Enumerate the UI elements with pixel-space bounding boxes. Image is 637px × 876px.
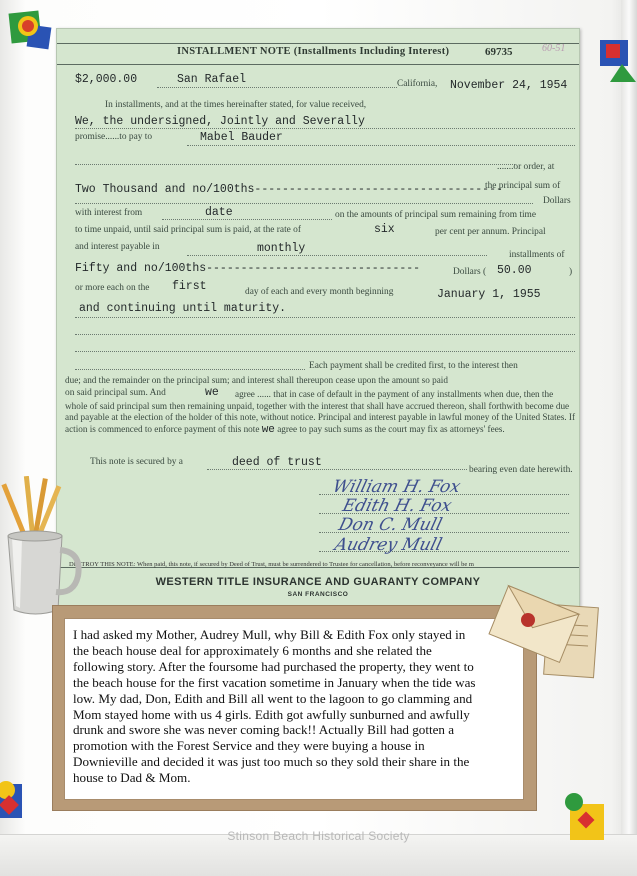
story-line: promotion with the Forest Service and they were buying a house in <box>73 738 425 754</box>
story-line: house to Dad & Mom. <box>73 770 191 786</box>
story-line: I had asked my Mother, Audrey Mull, why Bill & Edith Fox only stayed in <box>73 627 466 642</box>
square-circle-sticker-icon <box>8 8 54 52</box>
or-order-label: .......or order, at <box>497 162 555 172</box>
wax-seal-icon <box>521 613 535 627</box>
state-label: California, <box>397 79 438 89</box>
rate-prefix: to time unpaid, until said principal sum is paid, at the rate of <box>75 225 301 235</box>
payee-name: Mabel Bauder <box>200 131 283 144</box>
note-amount: $2,000.00 <box>75 73 138 86</box>
credit-clause: Each payment shall be credited first, to the interest then <box>309 361 518 371</box>
payable-label: and interest payable in <box>75 242 160 252</box>
day-tail: day of each and every month beginning <box>245 287 394 297</box>
story-line: low. My dad, Don, Edith and Bill all went to the lagoon to go clamming and <box>73 690 473 706</box>
principal-label: the principal sum of <box>485 181 561 191</box>
rate-value: six <box>374 223 395 236</box>
default-clause: agree ...... that in case of default in the payment of any installments when due, then the whole of said principal sum then remaining unpaid, together with the interest that shall have accrued thereon, shall forthwith become due and payable at the election of the holder of this note, without notice. Principal and interest payable in lawful money of the United States. If action is commenced to enforce payment of this note we agree to pay such sums as the court may fix as attorneys' fees. <box>65 389 576 437</box>
continuing-text: and continuing until maturity. <box>79 302 287 315</box>
interest-from-tail: on the amounts of principal sum remaining from time <box>335 210 536 220</box>
installment-dollars-label: Dollars ( <box>453 267 487 277</box>
note-place: San Rafael <box>177 73 247 86</box>
secured-label: This note is secured by a <box>90 457 183 467</box>
destroy-note: DESTROY THIS NOTE: When paid, this note, if secured by Deed of Trust, must be surrendered to Trustee for cancellation, before reconveyance will be m <box>69 561 474 568</box>
story-line: Mom stayed home with us 4 girls. Edith got awfully sunburned and awfully <box>73 706 470 722</box>
principal-words: Two Thousand and no/100ths------------------------------------ <box>75 183 503 196</box>
square-triangle-sticker-icon <box>598 38 637 84</box>
company-city: SAN FRANCISCO <box>287 591 349 598</box>
installment-note <box>56 28 580 610</box>
more-each-label: or more each on the <box>75 283 150 293</box>
interest-from-label: with interest from <box>75 208 143 218</box>
square-circle-sticker-icon <box>0 778 30 826</box>
installments-of-label: installments of <box>509 250 565 260</box>
note-number: 69735 <box>485 46 513 58</box>
remainder-clause: due; and the remainder on the principal sum; and interest shall thereupon cease upon the amount so paid <box>65 375 448 385</box>
pencil-mark: 60-51 <box>542 43 566 54</box>
interest-from-value: date <box>205 206 233 219</box>
agree-name: we <box>205 386 219 399</box>
story-text-box <box>64 618 524 800</box>
watermark: Stinson Beach Historical Society <box>227 829 410 843</box>
binder-edge <box>621 0 637 876</box>
promise-label: promise......to pay to <box>75 132 153 142</box>
story-line: following story. After the foursome had purchased the property, they went to <box>73 658 474 674</box>
installment-words: Fifty and no/100ths------------------------------- <box>75 262 421 275</box>
installment-amount: 50.00 <box>497 264 532 277</box>
fees-name: we <box>261 424 275 437</box>
payment-day: first <box>172 280 207 293</box>
rate-suffix: per cent per annum. Principal <box>435 227 546 237</box>
signature-1: William H. Fox <box>330 477 463 497</box>
bearing-label: bearing even date herewith. <box>469 465 573 475</box>
close-paren: ) <box>569 267 573 277</box>
dollars-label: Dollars <box>543 196 571 206</box>
story-line: Downieville and decided it was just too much so they sold their share in the <box>73 754 470 770</box>
pencil-cup-icon <box>0 476 86 618</box>
story-line: the beach house deal for approximately 6 months and she related the <box>73 642 432 658</box>
secured-by: deed of trust <box>232 456 322 469</box>
on-said-label: on said principal sum. And <box>65 388 166 398</box>
intro-text: In installments, and at the times hereinafter stated, for value received, <box>105 100 367 110</box>
envelope-icon <box>488 580 602 680</box>
payable-frequency: monthly <box>257 242 306 255</box>
story-line: the beach house for the first vacation sometime in January when the tide was <box>73 674 476 690</box>
beginning-date: January 1, 1955 <box>437 288 541 301</box>
company-name: WESTERN TITLE INSURANCE AND GUARANTY COMPANY <box>155 576 481 588</box>
story-line: drunk and swore she was never coming back!! Actually Bill had gotten a <box>73 722 455 738</box>
signature-3: Don C. Mull <box>336 515 445 535</box>
signature-2: Edith H. Fox <box>340 496 454 516</box>
signature-4: Audrey Mull <box>332 535 445 555</box>
makers-text: We, the undersigned, Jointly and Severally <box>75 115 365 128</box>
note-title: INSTALLMENT NOTE (Installments Including Interest) <box>177 46 450 57</box>
note-date: November 24, 1954 <box>450 79 568 92</box>
